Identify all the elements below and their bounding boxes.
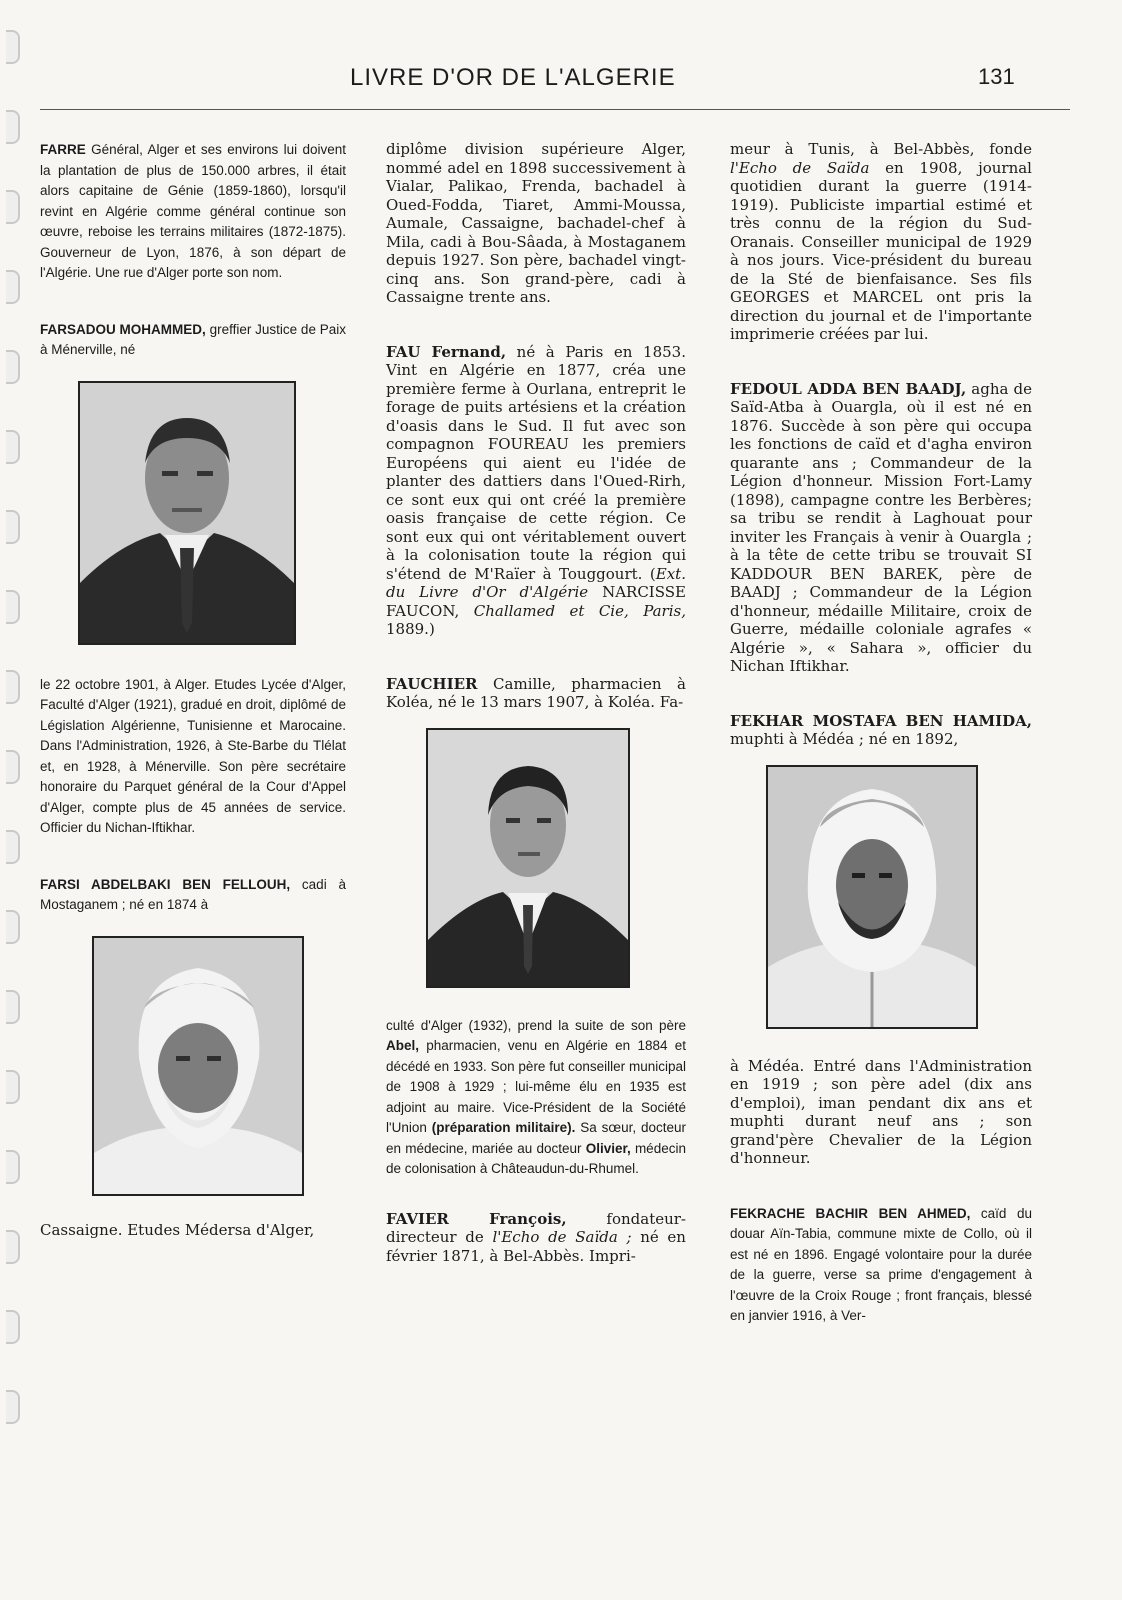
binding-ring [6, 1070, 20, 1104]
portrait-photo-fauchier [426, 728, 630, 988]
column-3 [730, 140, 1032, 1363]
entry-text: en 1908, journal quotidien durant la guerre (1914-1919). Publiciste impartial estimé et très connu de la région du Sud-Oranais. Conseiller municipal de 1929 à nos jours. Vice-président du bureau de la Sté de bienfaisance. Ses fils GEORGES et MARCEL ont pris la direction du journal et de l'importante imprimerie créées par lui. [730, 158, 1032, 343]
binding-ring [6, 350, 20, 384]
citation-year: 1889.) [386, 620, 435, 638]
entry-name: FARSADOU MOHAMMED, [40, 321, 206, 337]
entry-text-prep: (préparation militaire). [431, 1120, 576, 1135]
entry-name-abel: Abel, [386, 1038, 420, 1053]
entry-fekhar-cont [730, 1057, 1032, 1168]
binding-ring [6, 990, 20, 1024]
entry-text: le 22 octobre 1901, à Alger. Etudes Lycée d'Alger, Faculté d'Alger (1921), gradué en droit, diplômé de Législation Algérienne, Tunisienne et Marocaine. Dans l'Administration, 1926, à Ste-Barbe du Tlélat et, en 1928, à Ménerville. Son père secrétaire honoraire du Parquet général de la Cour d'Appel d'Alger, compte plus de 45 années de service. Officier du Nichan-Iftikhar. [40, 676, 346, 835]
entry-text: à Médéa. Entré dans l'Administration en 1919 ; son père adel (dix ans d'emploi), iman pendant dix ans et muphti durant neuf ans ; son grand'père Chevalier de la Légion d'honneur. [730, 1056, 1032, 1167]
column-2 [386, 140, 686, 1301]
entry-fauchier-cont [386, 1016, 686, 1180]
binding-ring [6, 30, 20, 64]
portrait-man-suit-icon [80, 383, 294, 643]
running-title: LIVRE D'OR DE L'ALGERIE [350, 64, 676, 91]
entry-text-ital: l'Echo de Saïda [730, 158, 870, 177]
entry-farsi [40, 875, 346, 916]
entry-name: FEKRACHE BACHIR BEN AHMED, [730, 1205, 971, 1221]
portrait-photo-farsadou [78, 381, 296, 645]
binding-ring [6, 830, 20, 864]
entry-name: FARSI ABDELBAKI BEN FELLOUH, [40, 876, 291, 892]
entry-farsi-continued [386, 140, 686, 307]
entry-text: pharmacien, venu en Algérie en 1884 et décédé en 1933. Son père fut conseiller municipal de 1908 à 1929 ; lui-même élu en 1935 est adjoint au maire. Vice-Président de la Société l'Union [386, 1038, 686, 1135]
header-rule [40, 109, 1070, 110]
binding-ring [6, 510, 20, 544]
entry-farsadou-cont [40, 675, 346, 839]
entry-text: né à Paris en 1853. Vint en Algérie en 1877, créa une première ferme à Ourlana, entreprit le forage de puits artésiens et la création d'oasis dans le Sud. Il fut avec son compagnon FOUREAU les premiers Européens qui aient eu l'idée de planter des dattiers dans l'Oued-Rirh, ce sont eux qui ont créé la première oasis française de cette région. Ce sont eux qui ont véritablement ouvert à la colonisation toute la région qui s'étend de M'Raïer à Touggourt. [386, 342, 686, 583]
entry-name: FAU Fernand, [386, 342, 507, 361]
entry-text: Cassaigne. Etudes Médersa d'Alger, [40, 1220, 315, 1239]
entry-text: caïd du douar Aïn-Tabia, commune mixte de Collo, où il est né en 1896. Engagé volontaire pour la durée de la guerre, verse sa prime d'engagement à l'œuvre de la Croix Rouge ; front français, blessé en janvier 1916, à Ver- [730, 1205, 1032, 1323]
entry-name-olivier: Olivier, [585, 1140, 631, 1156]
citation-open: ( [649, 564, 656, 583]
entry-farsadou [40, 320, 346, 361]
binding-ring [6, 1150, 20, 1184]
portrait-man-turban-icon [94, 938, 302, 1194]
entry-text: Sa sœur, docteur en médecine, mariée au docteur [386, 1120, 686, 1156]
citation-publisher: Challamed et Cie, Paris, [473, 601, 686, 620]
binding-ring [6, 1230, 20, 1264]
binding-ring [6, 910, 20, 944]
entry-text: meur à Tunis, à Bel-Abbès, fonde [730, 140, 1032, 158]
binding-ring [6, 110, 20, 144]
entry-text: né en février 1871, à Bel-Abbès. Impri- [386, 1228, 686, 1265]
entry-text: cadi à Mostaganem ; né en 1874 à [40, 876, 346, 912]
entry-text: médecin de colonisation à Châteaudun-du-Rhumel. [386, 1140, 686, 1176]
entry-favier [386, 1210, 686, 1266]
entry-farsi-cont [40, 1220, 346, 1241]
entry-text: culté d'Alger (1932), prend la suite de son père [386, 1017, 686, 1033]
entry-text-ital: l'Echo de Saïda ; [492, 1228, 632, 1246]
entry-text: diplôme division supérieure Alger, nommé adel en 1898 successivement à Vialar, Palikao, Frenda, bachadel à Oued-Fodda, Tiaret, Ammi-Moussa, Aumale, Cassaigne, bachadel-chef à Mila, cadi à Bou-Sâada, à Mostaganem depuis 1927. Son père, bachadel vingt-cinq ans. Son grand-père, cadi à Cassaigne trente ans. [386, 140, 686, 306]
entry-text: Général, Alger et ses environs lui doivent la plantation de plus de 150.000 arbres, il était alors capitaine de Génie (1859-1860), lorsqu'il revint en Algérie comme général continue son œuvre, reboise les terrains militaires (1872-1875). Gouverneur de Lyon, 1876, à son départ de l'Algérie. Une rue d'Alger porte son nom. [40, 142, 346, 280]
entry-text: fondateur-directeur de [386, 1209, 686, 1246]
entry-fedoul [730, 380, 1032, 676]
citation-author: NARCISSE FAUCON, [386, 583, 686, 620]
citation-title: Ext. du Livre d'Or d'Algérie [386, 564, 686, 601]
entry-text: greffier Justice de Paix à Ménerville, né [40, 321, 346, 357]
entry-name: FEDOUL ADDA BEN BAADJ, [730, 379, 967, 398]
page-number: 131 [978, 64, 1015, 89]
binding-ring [6, 190, 20, 224]
portrait-man-headscarf-icon [768, 767, 976, 1027]
spiral-binding [0, 0, 28, 1600]
portrait-young-man-icon [428, 730, 628, 986]
binding-ring [6, 670, 20, 704]
portrait-photo-farsi [92, 936, 304, 1196]
entry-name: FEKHAR MOSTAFA BEN HAMIDA, [730, 711, 1032, 730]
binding-ring [6, 750, 20, 784]
binding-ring [6, 590, 20, 624]
entry-favier-continued [730, 140, 1032, 344]
entry-text: Camille, pharmacien à Koléa, né le 13 mars 1907, à Koléa. Fa- [386, 674, 686, 711]
binding-ring [6, 1390, 20, 1424]
entry-text: muphti à Médéa ; né en 1892, [730, 730, 959, 748]
entry-fau [386, 343, 686, 639]
entry-farre [40, 140, 346, 284]
entry-fekrache [730, 1204, 1032, 1327]
portrait-photo-fekhar [766, 765, 978, 1029]
page-header [0, 60, 1122, 100]
binding-ring [6, 430, 20, 464]
entry-name: FARRE [40, 142, 86, 157]
column-1 [40, 140, 346, 1276]
binding-ring [6, 1310, 20, 1344]
entry-fekhar [730, 712, 1032, 749]
binding-ring [6, 270, 20, 304]
entry-text: agha de Saïd-Atba à Ouargla, où il est né en 1876. Succède à son père qui occupa les fonctions de caïd et d'agha environ quarante ans ; Commandeur de la Légion d'honneur. Mission Fort-Lamy (1898), campagne contre les Berbères; sa tribu se rendit à Laghouat pour inviter les Français à venir à Ouargla ; à la tête de cette tribu se trouvait SI KADDOUR BEN BAREK, père de BAADJ ; Commandeur de la Légion d'honneur, médaille Militaire, croix de Guerre, médaille coloniale agrafes « Algérie », « Sahara », officier du Nichan Iftikhar. [730, 379, 1032, 675]
entry-name: FAVIER François, [386, 1209, 567, 1228]
entry-fauchier [386, 675, 686, 712]
entry-name: FAUCHIER [386, 674, 478, 693]
